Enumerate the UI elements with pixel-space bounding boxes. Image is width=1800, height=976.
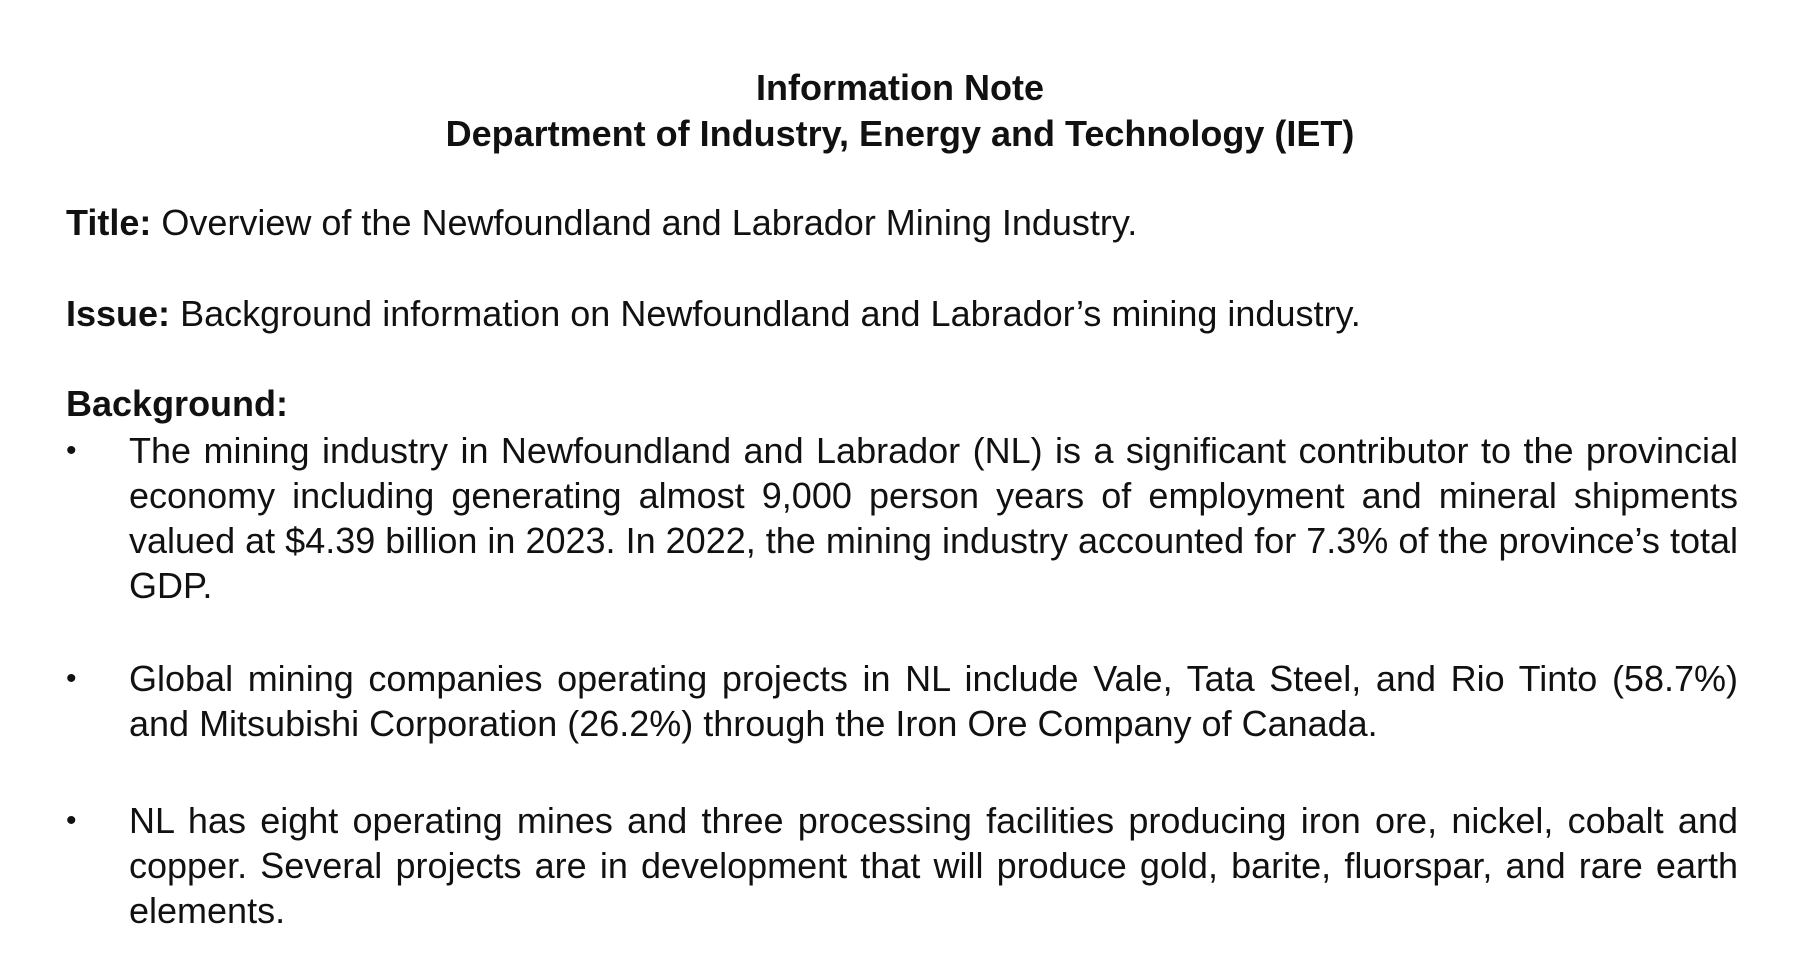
title-value: Overview of the Newfoundland and Labrador Mining Industry.	[161, 202, 1138, 243]
bullet-text: NL has eight operating mines and three processing facilities producing iron ore, nickel, cobalt and copper. Several projects are in development that will produce gold, barite, fluorspar, and rare earth elements.	[129, 800, 1738, 931]
background-heading: Background:	[66, 383, 289, 424]
department-heading: Department of Industry, Energy and Technology (IET)	[445, 113, 1355, 154]
title-label: Title:	[66, 202, 152, 243]
bullet-text: Global mining companies operating projects in NL include Vale, Tata Steel, and Rio Tinto (58.7%) and Mitsubishi Corporation (26.2%) through the Iron Ore Company of Canada.	[129, 658, 1738, 744]
title-field	[66, 201, 1137, 245]
issue-value: Background information on Newfoundland and Labrador’s mining industry.	[180, 293, 1361, 334]
note-heading: Information Note	[756, 67, 1044, 108]
bullet-dot-icon: •	[66, 662, 77, 695]
bullet-dot-icon: •	[66, 434, 77, 467]
issue-label: Issue:	[66, 293, 171, 334]
bullet-dot-icon: •	[66, 804, 77, 837]
issue-field	[66, 292, 1361, 336]
bullet-text: The mining industry in Newfoundland and Labrador (NL) is a significant contributor to the provincial economy including generating almost 9,000 person years of employment and mineral shipments valued at $4.39 billion in 2023. In 2022, the mining industry accounted for 7.3% of the province’s total GDP.	[129, 430, 1738, 606]
